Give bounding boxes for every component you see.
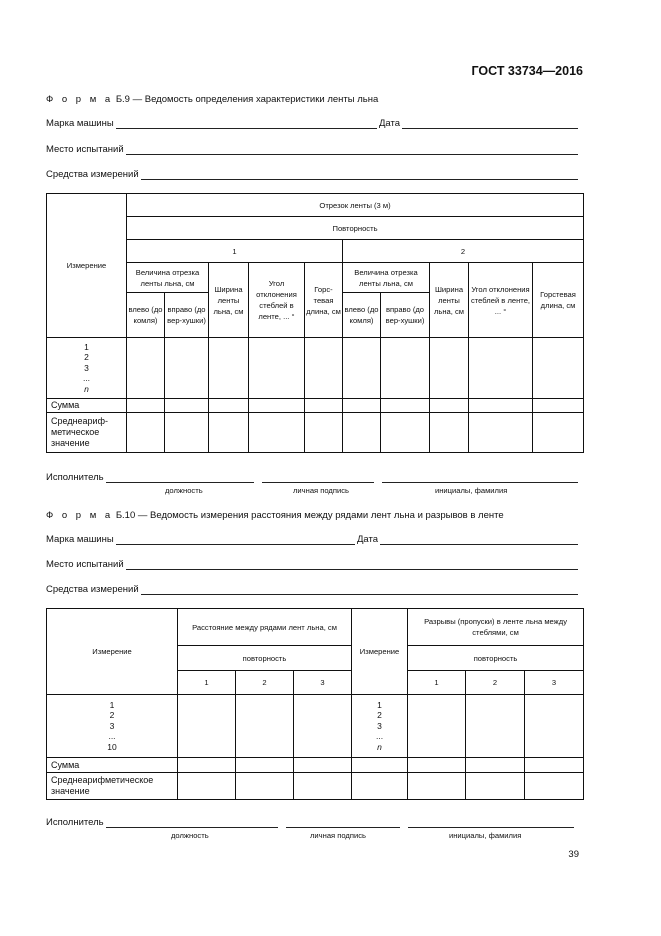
- sum-cell[interactable]: [127, 399, 165, 413]
- data-cell[interactable]: [381, 338, 430, 399]
- sum-cell[interactable]: [352, 758, 408, 773]
- right-header-2: вправо (до вер-хушки): [381, 293, 430, 338]
- date-field[interactable]: [402, 119, 578, 129]
- measurement-numbers-left: [47, 695, 178, 758]
- date-label: Дата: [356, 534, 378, 545]
- data-cell[interactable]: [165, 338, 209, 399]
- repetition-header-left: повторность: [178, 646, 352, 671]
- initials-field[interactable]: [408, 818, 574, 828]
- test-place-field[interactable]: [126, 560, 578, 570]
- mean-cell[interactable]: [533, 413, 584, 453]
- shift-header-2: Величина отрезка ленты льна, см: [343, 263, 430, 293]
- sum-cell[interactable]: [533, 399, 584, 413]
- data-cell[interactable]: [127, 338, 165, 399]
- row-number: 2: [109, 710, 115, 721]
- repetition-col-3: 3: [525, 671, 584, 695]
- position-field[interactable]: [106, 818, 278, 828]
- machine-brand-line: [46, 118, 580, 129]
- measurement-numbers: [47, 338, 127, 399]
- sum-cell[interactable]: [343, 399, 381, 413]
- form-b9-table: [46, 193, 584, 453]
- measurement-numbers-right: [352, 695, 408, 758]
- machine-brand-field[interactable]: [116, 535, 355, 545]
- mean-cell[interactable]: [525, 773, 584, 800]
- repetition-col-3: 3: [294, 671, 352, 695]
- measuring-tools-label: Средства измерений: [46, 169, 139, 180]
- measuring-tools-field[interactable]: [141, 585, 578, 595]
- sum-cell[interactable]: [249, 399, 305, 413]
- measuring-tools-label: Средства измерений: [46, 584, 139, 595]
- angle-header-2: Угол отклонения стеблей в ленте, ... °: [469, 263, 533, 338]
- form-b9-title: [46, 94, 378, 105]
- repetition-1-header: 1: [127, 240, 343, 263]
- segment-header: Отрезок ленты (3 м): [127, 194, 584, 217]
- row-number: n: [377, 741, 382, 752]
- position-caption: должность: [165, 486, 203, 495]
- test-place-label: Место испытаний: [46, 559, 124, 570]
- sum-cell[interactable]: [294, 758, 352, 773]
- row-number: 3: [84, 362, 89, 373]
- position-field[interactable]: [106, 473, 254, 483]
- sum-label: Сумма: [47, 758, 178, 773]
- signature-caption: личная подпись: [293, 486, 349, 495]
- repetition-col-1: 1: [178, 671, 236, 695]
- mean-label: Среднеарифметическое значение: [47, 773, 178, 800]
- data-cell[interactable]: [236, 695, 294, 758]
- data-cell[interactable]: [430, 338, 469, 399]
- mean-cell[interactable]: [236, 773, 294, 800]
- data-cell[interactable]: [466, 695, 525, 758]
- test-place-line: [46, 559, 580, 570]
- sum-cell[interactable]: [305, 399, 343, 413]
- mean-cell[interactable]: [343, 413, 381, 453]
- left-header-2: влево (до комля): [343, 293, 381, 338]
- row-number: ...: [108, 731, 116, 742]
- test-place-line: [46, 144, 580, 155]
- test-place-label: Место испытаний: [46, 144, 124, 155]
- form-b10-table: [46, 608, 584, 800]
- measuring-tools-field[interactable]: [141, 170, 578, 180]
- mean-cell[interactable]: [352, 773, 408, 800]
- row-number: n: [84, 383, 89, 394]
- mean-cell[interactable]: [430, 413, 469, 453]
- mean-cell[interactable]: [469, 413, 533, 453]
- sum-cell[interactable]: [165, 399, 209, 413]
- mean-cell[interactable]: [408, 773, 466, 800]
- form-word: Ф о р м а: [46, 94, 114, 105]
- right-header-1: вправо (до вер-хушки): [165, 293, 209, 338]
- position-caption: должность: [171, 831, 209, 840]
- sum-cell[interactable]: [408, 758, 466, 773]
- row-number: 1: [84, 341, 89, 352]
- signature-caption: личная подпись: [310, 831, 366, 840]
- sum-cell[interactable]: [381, 399, 430, 413]
- repetition-col-2: 2: [466, 671, 525, 695]
- row-number: 2: [84, 352, 89, 363]
- width-header-1: Ширина ленты льна, см: [209, 263, 249, 338]
- data-cell[interactable]: [525, 695, 584, 758]
- distance-header: Расстояние между рядами лент льна, см: [178, 609, 352, 646]
- data-cell[interactable]: [178, 695, 236, 758]
- measuring-tools-line: [46, 169, 580, 180]
- shift-header-1: Величина отрезка ленты льна, см: [127, 263, 209, 293]
- signature-field[interactable]: [286, 818, 400, 828]
- mean-label: Среднеариф-метическое значение: [47, 413, 127, 453]
- date-label: Дата: [378, 118, 400, 129]
- form-b10-signature: [46, 817, 580, 840]
- row-number: ...: [375, 731, 384, 742]
- initials-caption: инициалы, фамилия: [435, 486, 508, 495]
- sum-cell[interactable]: [178, 758, 236, 773]
- form-b10-title: [46, 510, 504, 521]
- data-cell[interactable]: [249, 338, 305, 399]
- sum-cell[interactable]: [209, 399, 249, 413]
- repetition-header-right: повторность: [408, 646, 584, 671]
- data-cell[interactable]: [305, 338, 343, 399]
- form-b10-title-text: Б.10 — Ведомость измерения расстояния между рядами лент льна и разрывов в ленте: [115, 510, 504, 521]
- data-cell[interactable]: [343, 338, 381, 399]
- machine-brand-line: [46, 534, 580, 545]
- length-header-2: Горстевая длина, см: [533, 263, 584, 338]
- row-number: ...: [82, 373, 91, 384]
- data-cell[interactable]: [469, 338, 533, 399]
- performer-label: Исполнитель: [46, 817, 104, 828]
- row-number: 1: [377, 699, 382, 710]
- mean-cell[interactable]: [294, 773, 352, 800]
- mean-cell[interactable]: [249, 413, 305, 453]
- measure-header: Измерение: [47, 194, 127, 338]
- repetition-col-2: 2: [236, 671, 294, 695]
- mean-cell[interactable]: [381, 413, 430, 453]
- performer-label: Исполнитель: [46, 472, 104, 483]
- standard-number: ГОСТ 33734—2016: [471, 64, 583, 78]
- initials-field[interactable]: [382, 473, 578, 483]
- row-number: 3: [377, 720, 382, 731]
- row-number: 3: [109, 720, 115, 731]
- signature-field[interactable]: [262, 473, 374, 483]
- measure-header-right: Измерение: [352, 609, 408, 695]
- sum-cell[interactable]: [430, 399, 469, 413]
- test-place-field[interactable]: [126, 145, 578, 155]
- form-b9-signature: [46, 472, 580, 495]
- data-cell[interactable]: [209, 338, 249, 399]
- form-b9-title-text: Б.9 — Ведомость определения характеристики ленты льна: [115, 94, 379, 105]
- machine-brand-label: Марка машины: [46, 534, 114, 545]
- repetition-2-header: 2: [343, 240, 584, 263]
- measure-header-left: Измерение: [47, 609, 178, 695]
- measuring-tools-line: [46, 584, 580, 595]
- row-number: 10: [107, 741, 117, 752]
- row-number: 1: [109, 699, 115, 710]
- left-header-1: влево (до комля): [127, 293, 165, 338]
- mean-cell[interactable]: [165, 413, 209, 453]
- data-cell[interactable]: [533, 338, 584, 399]
- mean-cell[interactable]: [127, 413, 165, 453]
- row-number: 2: [377, 710, 382, 721]
- data-cell[interactable]: [294, 695, 352, 758]
- mean-cell[interactable]: [305, 413, 343, 453]
- repetition-header: Повторность: [127, 217, 584, 240]
- angle-header-1: Угол отклонения стеблей в ленте, ... °: [249, 263, 305, 338]
- sum-cell[interactable]: [466, 758, 525, 773]
- machine-brand-label: Марка машины: [46, 118, 114, 129]
- data-cell[interactable]: [408, 695, 466, 758]
- initials-caption: инициалы, фамилия: [449, 831, 522, 840]
- sum-cell[interactable]: [525, 758, 584, 773]
- mean-cell[interactable]: [209, 413, 249, 453]
- sum-cell[interactable]: [469, 399, 533, 413]
- repetition-col-1: 1: [408, 671, 466, 695]
- width-header-2: Ширина ленты льна, см: [430, 263, 469, 338]
- machine-brand-field[interactable]: [116, 119, 377, 129]
- mean-cell[interactable]: [466, 773, 525, 800]
- length-header-1: Горс-тевая длина, см: [305, 263, 343, 338]
- page-number: 39: [568, 849, 579, 860]
- form-word: Ф о р м а: [46, 510, 114, 521]
- date-field[interactable]: [380, 535, 578, 545]
- sum-label: Сумма: [47, 399, 127, 413]
- mean-cell[interactable]: [178, 773, 236, 800]
- gaps-header: Разрывы (пропуски) в ленте льна между стеблями, см: [408, 609, 584, 646]
- sum-cell[interactable]: [236, 758, 294, 773]
